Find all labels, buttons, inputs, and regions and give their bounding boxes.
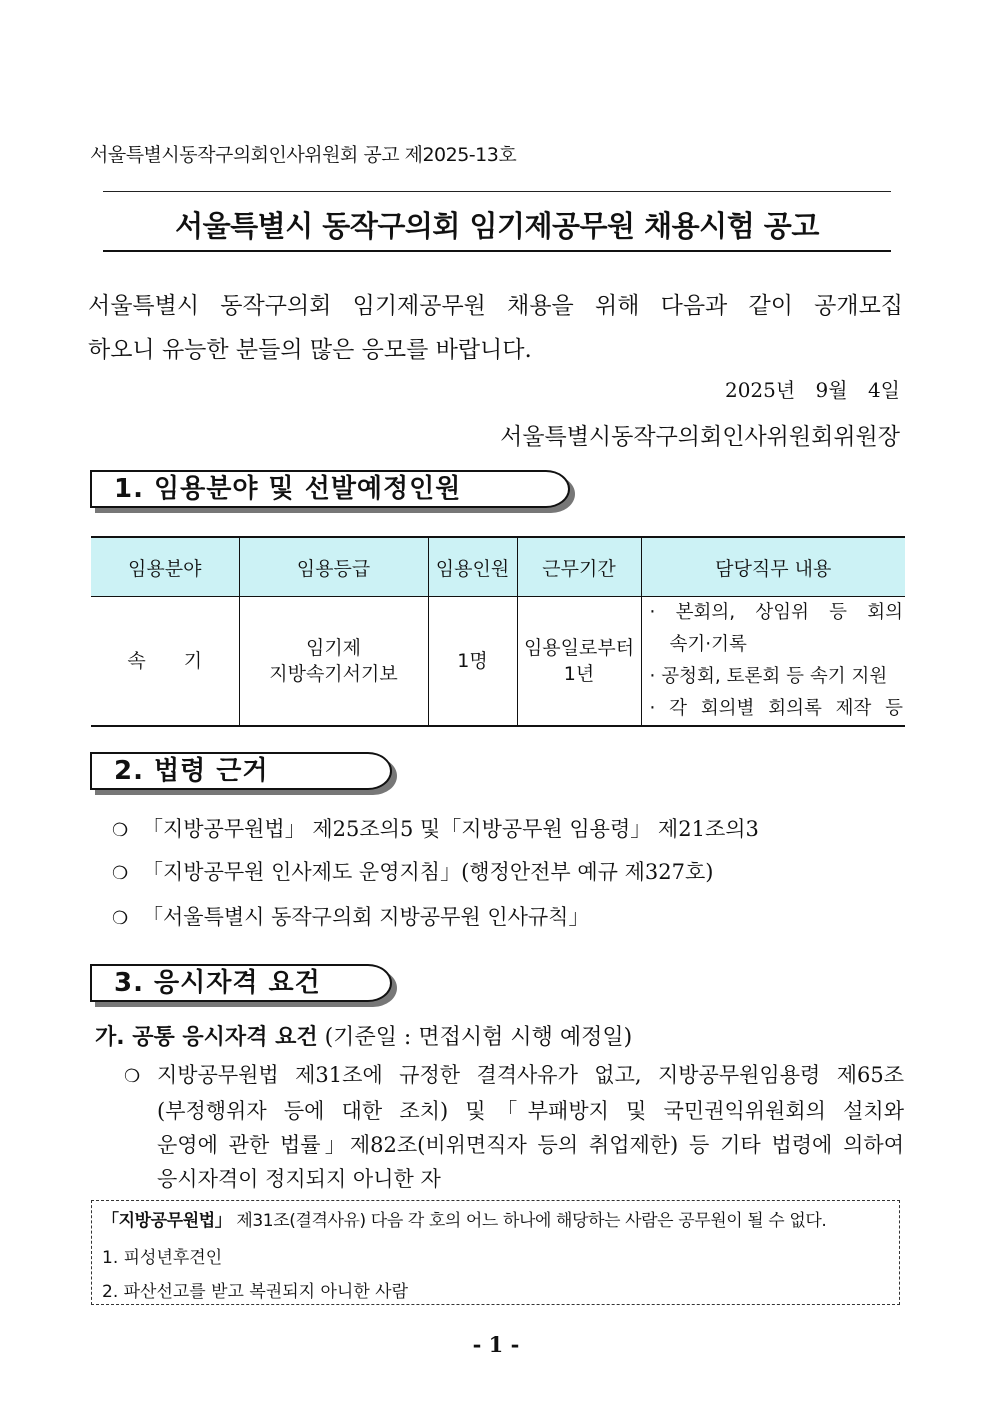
- quote-item-2: 2. 파산선고를 받고 복권되지 아니한 사람: [102, 1282, 408, 1302]
- section-1-heading: 1. 임용분야 및 선발예정인원: [90, 470, 570, 508]
- law-item-1: [112, 813, 759, 843]
- signer: 서울특별시동작구의회인사위원회위원장: [500, 424, 900, 450]
- circle-bullet-icon: ❍: [112, 863, 129, 884]
- duty-1b: 속기·기록: [669, 634, 747, 655]
- header-period: 근무기간: [517, 537, 641, 597]
- header-duties: 담당직무 내용: [641, 537, 905, 597]
- subheading-note: (기준일 : 면접시험 시행 예정일): [317, 1025, 633, 1050]
- grade-line-2: 지방속기서기보: [269, 663, 398, 685]
- law-item-text: 「서울특별시 동작구의회 지방공무원 인사규칙」: [142, 905, 590, 929]
- requirement-text-1: 지방공무원법 제31조에 규정한 결격사유가 없고, 지방공무원임용령 제65조: [157, 1063, 904, 1087]
- circle-bullet-icon: ❍: [112, 820, 129, 841]
- page-number: - 1 -: [472, 1332, 520, 1357]
- law-item-text: 「지방공무원 인사제도 운영지침」(행정안전부 예규 제327호): [142, 860, 714, 884]
- recruitment-table: [91, 536, 905, 727]
- notice-number: 서울특별시동작구의회인사위원회 공고 제2025-13호: [90, 144, 517, 166]
- quote-item-1: 1. 피성년후견인: [102, 1248, 223, 1268]
- requirement-line-2: (부정행위자 등에 대한 조치) 및「부패방지 및 국민권익위원회의 설치와: [157, 1099, 904, 1123]
- section-2-heading: 2. 법령 근거: [90, 752, 392, 790]
- duty-1a: · 본회의, 상임위 등 회의: [649, 602, 903, 623]
- intro-line-2: 하오니 유능한 분들의 많은 응모를 바랍니다.: [88, 337, 532, 363]
- duty-2: · 공청회, 토론회 등 속기 지원: [649, 666, 888, 687]
- circle-bullet-icon: ❍: [124, 1066, 141, 1087]
- header-count: 임용인원: [428, 537, 517, 597]
- cell-grade: [239, 597, 428, 727]
- period-line-2: 1년: [563, 663, 595, 685]
- quote-line-1: [102, 1206, 826, 1231]
- header-grade: 임용등급: [239, 537, 428, 597]
- cell-period: [517, 597, 641, 727]
- title-top-rule: [103, 191, 891, 192]
- duty-3: · 각 회의별 회의록 제작 등: [649, 698, 903, 719]
- law-item-2: [112, 856, 713, 886]
- cell-field: 속 기: [91, 597, 239, 727]
- quote-law-name: 「지방공무원법」: [102, 1211, 232, 1231]
- requirement-paragraph: [124, 1058, 904, 1196]
- law-item-text: 「지방공무원법」 제25조의5 및「지방공무원 임용령」 제21조의3: [142, 817, 759, 841]
- header-field: 임용분야: [91, 537, 239, 597]
- requirement-line-1: [124, 1058, 904, 1094]
- requirement-line-3: 운영에 관한 법률」제82조(비위면직자 등의 취업제한) 등 기타 법령에 의하여: [157, 1133, 904, 1157]
- cell-duties: [641, 597, 905, 727]
- table-header-row: [91, 537, 905, 597]
- circle-bullet-icon: ❍: [112, 908, 129, 929]
- subheading-common-requirements: [95, 1020, 632, 1051]
- law-item-3: [112, 901, 589, 931]
- section-3-heading: 3. 응시자격 요건: [90, 964, 392, 1002]
- announcement-date: 2025년 9월 4일: [724, 378, 900, 402]
- period-line-1: 임용일로부터: [523, 637, 635, 659]
- cell-count: 1명: [428, 597, 517, 727]
- subheading-title: 가. 공통 응시자격 요건: [95, 1025, 318, 1050]
- law-quote-box: [91, 1200, 900, 1305]
- grade-line-1: 임기제: [305, 637, 362, 659]
- requirement-line-4: 응시자격이 정지되지 아니한 자: [157, 1167, 441, 1191]
- title-bottom-rule: [103, 250, 891, 252]
- intro-line-1: 서울특별시 동작구의회 임기제공무원 채용을 위해 다음과 같이 공개모집: [88, 293, 903, 319]
- page-title: 서울특별시 동작구의회 임기제공무원 채용시험 공고: [175, 209, 819, 243]
- quote-law-text: 제31조(결격사유) 다음 각 호의 어느 하나에 해당하는 사람은 공무원이 될 수 없다.: [236, 1211, 827, 1231]
- table-row: [91, 597, 905, 727]
